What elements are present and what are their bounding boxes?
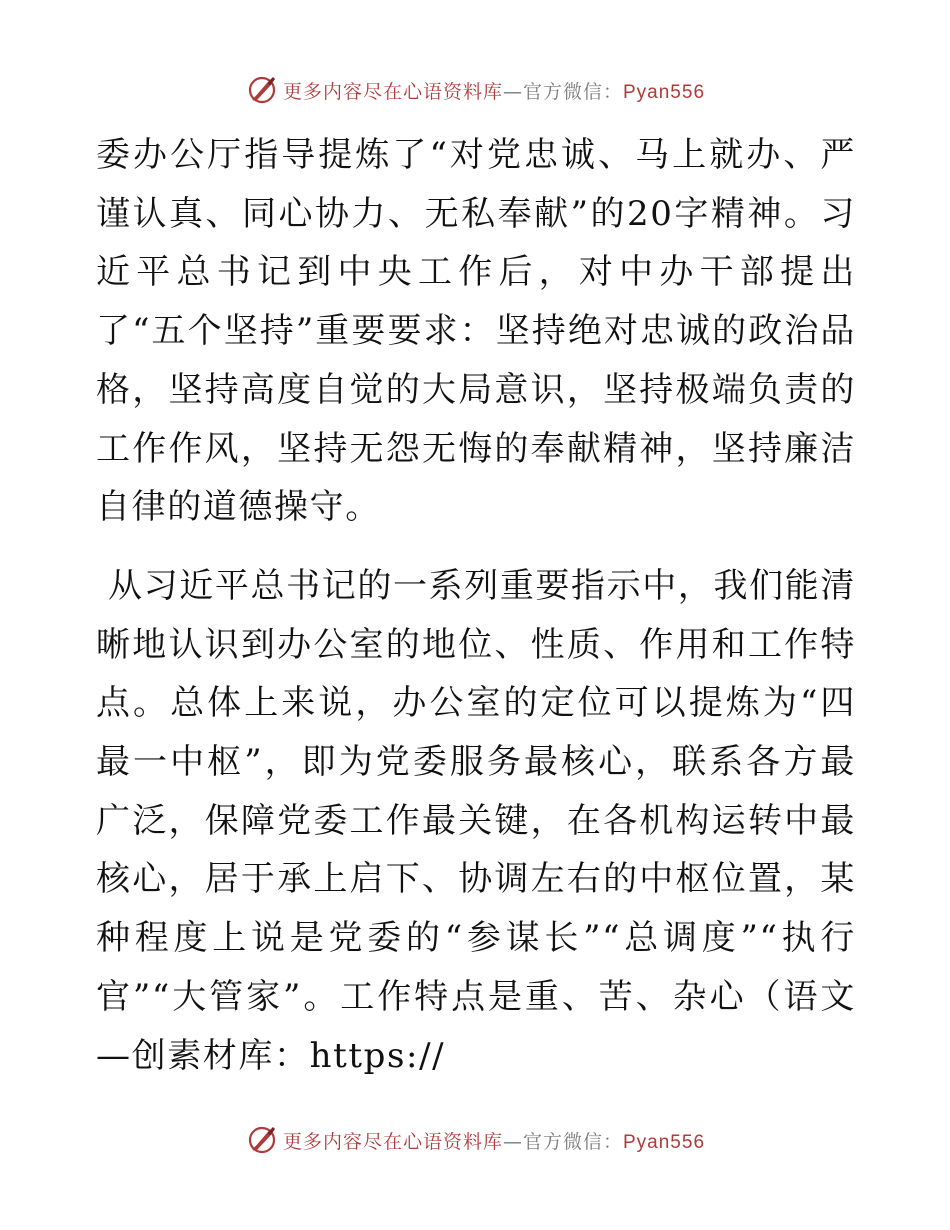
- header-banner-content: [245, 73, 705, 107]
- footer-wechat-label: 官方微信：: [522, 1130, 623, 1153]
- header-dash: —: [502, 80, 523, 103]
- paragraph-2: 从习近平总书记的一系列重要指示中，我们能清晰地认识到办公室的地位、性质、作用和工作特点。总体上来说，办公室的定位可以提炼为“四最一中枢”，即为党委服务最核心，联系各方最广泛，保障党委工作最关键，在各机构运转中最核心，居于承上启下、协调左右的中枢位置，某种程度上说是党委的“参谋长”“总调度”“执行官”“大管家”。工作特点是重、苦、杂心（语文—创素材库：https://: [96, 565, 856, 1076]
- header-wechat-label: 官方微信：: [522, 80, 623, 103]
- document-body: [96, 126, 856, 1085]
- quill-logo-icon: [245, 1123, 279, 1157]
- footer-banner-content: [245, 1123, 705, 1157]
- footer-banner-text: [283, 1127, 705, 1154]
- footer-wechat-id: Pyan556: [623, 1131, 706, 1153]
- header-banner-text: [283, 77, 705, 104]
- paragraph-1: 委办公厅指导提炼了“对党忠诚、马上就办、严谨认真、同心协力、无私奉献”的20字精神。习近平总书记到中央工作后，对中办干部提出了“五个坚持”重要要求：坚持绝对忠诚的政治品格，坚持高度自觉的大局意识，坚持极端负责的工作作风，坚持无怨无悔的奉献精神，坚持廉洁自律的道德操守。: [96, 135, 856, 528]
- header-banner: [0, 70, 950, 110]
- header-brand-text: 更多内容尽在心语资料库: [282, 80, 503, 103]
- footer-banner: [0, 1120, 950, 1160]
- footer-dash: —: [502, 1130, 523, 1153]
- footer-brand-text: 更多内容尽在心语资料库: [282, 1130, 503, 1153]
- header-wechat-id: Pyan556: [623, 81, 706, 103]
- quill-logo-icon: [245, 73, 279, 107]
